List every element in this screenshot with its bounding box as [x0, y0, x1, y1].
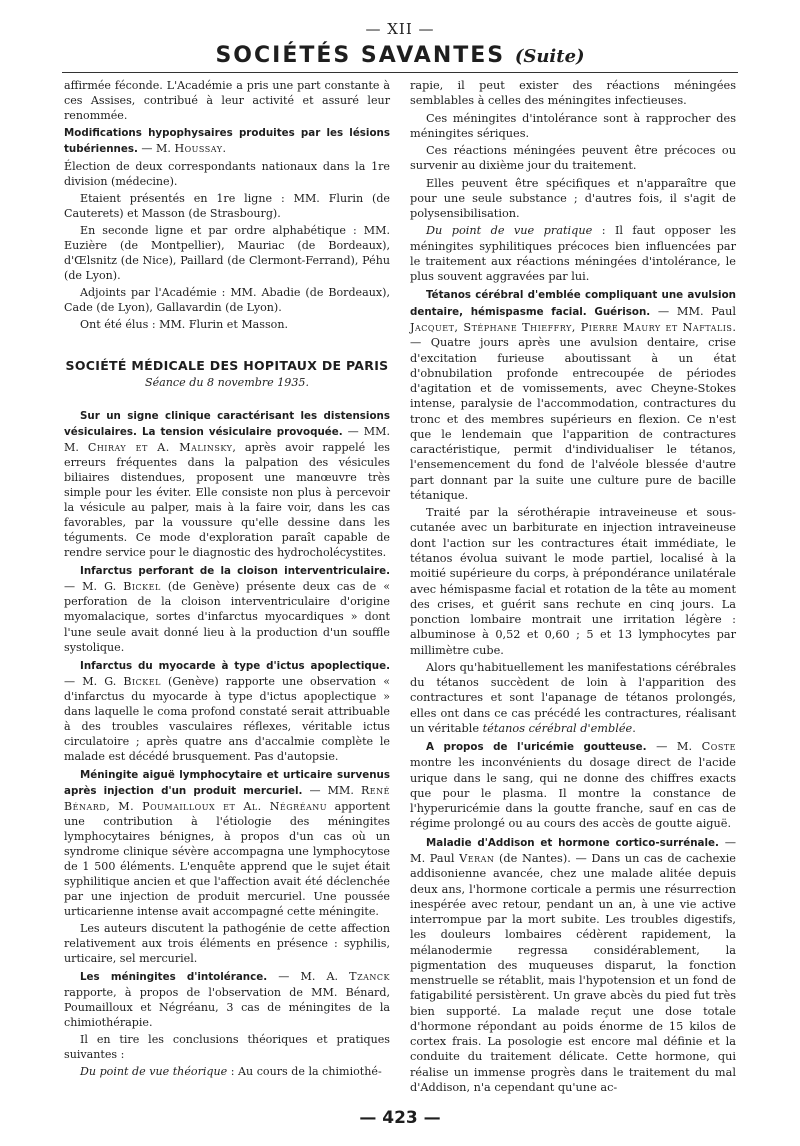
article-title: Infarctus du myocarde à type d'ictus apoplectique. [80, 659, 390, 672]
article-dash: — MM. M. [64, 425, 390, 455]
article-modifications-hypophysaires [64, 125, 390, 157]
paragraph-text: : Au cours de la chimiothé- [227, 1064, 382, 1078]
article-dash: — MM. [302, 783, 361, 797]
article-author: Tzanck [349, 969, 391, 983]
article-addison [410, 835, 736, 1096]
paragraph: rapie, il peut exister des réactions méningées semblables à celles des méningites infectieuses. [410, 79, 736, 108]
article-meningites-intolerance [64, 969, 390, 1030]
article-tetanos-cerebral [410, 287, 736, 503]
paragraph [410, 660, 736, 736]
article-text: (de Genève) présente deux cas de « perforation de la cloison interventriculaire d'origine myomalacique, sortes d'infarctus myocardiques » dont l'une seule avait donné lieu à la production d'un souffle systolique. [64, 580, 390, 654]
page-number: — 423 — [359, 1108, 441, 1128]
article-text: . — Quatre jours après une avulsion dentaire, crise d'excitation furieuse aboutissant à un état d'obnubilation profonde entrecoupée de périodes d'agitation et de vomissements, avec Cheyne-Stokes intense, paralysie de l'accommodation, contractures du tronc et des membres supérieurs en flexion. Ce n'est que le lendemain que l'apparition de contractures caractéristique, permit d'individualiser le tétanos, l'ensemencement du fond de l'alvéole blessée d'autre part donnant par la suite une culture pure de bacille tétanique. [410, 320, 736, 502]
italic-lead: Du point de vue pratique [426, 224, 593, 238]
page-title-suite: (Suite) [514, 46, 585, 67]
paragraph: Élection de deux correspondants nationaux dans la 1re division (médecine). [64, 160, 390, 189]
paragraph-text: Alors qu'habituellement les manifestations cérébrales du tétanos succèdent de loin à l'apparition des contractures et sont l'apanage de tétanos prolongés, elles ont dans ce cas précédé les contractures, réalisant un véritable [410, 660, 736, 735]
section-title: SOCIÉTÉ MÉDICALE DES HOPITAUX DE PARIS [65, 358, 389, 374]
paragraph: affirmée féconde. L'Académie a pris une part constante à ces Assises, contribué à leur activité et assuré leur renommée. [64, 79, 390, 123]
article-author: Coste [701, 740, 736, 754]
article-text: rapporte, à propos de l'observation de MM. Bénard, Poumailloux et Négréanu, 3 cas de méningites de la chimiothérapie. [64, 985, 390, 1029]
article-dash: — M. G. [64, 580, 124, 594]
article-dash: — M. A. [267, 969, 350, 983]
article-title: Modifications hypophysaires produites par les lésions tubériennes. [64, 127, 390, 156]
roman-page-number: — XII — [365, 20, 435, 38]
article-text: apportent une contribution à l'étiologie des méningites lymphocytaires bénignes, à propos d'un cas où un syndrome clinique sévère accompagna une lymphocytose de 1 500 éléments. L'enquête apprend que le sujet était syphilitique ancien et que l'affection avait été déclenchée par une injection de produit mercuriel. Une poussée urticarienne intense avait accompagné cette méningite. [64, 799, 391, 918]
article-infarctus-ictus [64, 658, 390, 764]
paragraph: Les auteurs discutent la pathogénie de cette affection relativement aux trois éléments en présence : syphilis, urticaire, sel mercuriel. [64, 921, 390, 965]
article-signe-clinique [64, 408, 390, 560]
article-authors: Jacquet, Stéphane Thieffry, Pierre Maury et Naftalis [410, 320, 733, 334]
paragraph: Ces réactions méningées peuvent être précoces ou survenir au dixième jour du traitement. [410, 144, 736, 173]
article-author: Bickel [123, 580, 161, 594]
article-text: (Genève) rapporte une observation « d'infarctus du myocarde à type d'ictus apoplectique » dans laquelle le coma profond constaté serait attribuable à des troubles vasculaires réflexes, véritable ictus circulatoire ; après quatre ans d'accalmie complète le malade est décédé brusquement. Pas d'autopsie. [64, 674, 390, 763]
article-infarctus-perforant [64, 563, 390, 654]
article-dash: — MM. Paul [650, 304, 736, 318]
right-column [410, 78, 736, 1097]
article-title: A propos de l'uricémie goutteuse. [426, 741, 647, 754]
paragraph [64, 1064, 390, 1079]
paragraph: Adjoints par l'Académie : MM. Abadie (de Bordeaux), Cade (de Lyon), Gallavardin (de Lyon). [64, 286, 390, 315]
paragraph: Ont été élus : MM. Flurin et Masson. [80, 318, 289, 332]
article-authors: René Bénard, M. Poumailloux et Al. Négréanu [64, 783, 390, 813]
paragraph: Traité par la sérothérapie intraveineuse et sous-cutanée avec un barbiturate en injection intraveineuse dont l'action sur les contractures était immédiate, le tétanos évolua suivant le mode partiel, localisé à la moitié supérieure du corps, à prépondérance unilatérale avec hémispasme facial et rotation de la tête au moment des crises, et guérit sans rechute en cinq jours. La ponction lombaire montrait une irritation légère : albuminose à 0,52 et 0,60 ; 5 et 13 lymphocytes par millimètre cube. [410, 506, 736, 657]
page-title [0, 43, 800, 68]
article-author: Houssay [174, 142, 223, 156]
paragraph: Ces méningites d'intolérance sont à rapprocher des méningites sériques. [410, 111, 736, 140]
article-author: Bickel [123, 674, 161, 688]
article-end: . [222, 142, 227, 156]
article-text: , après avoir rappelé les erreurs fréquentes dans la palpation des vésicules biliaires distendues, proposent une manœuvre très simple pour les éviter. Elle consiste non plus à percevoir la vésicule au palper, mais à la faire voir, dans les cas favorables, par la voussure qu'elle dessine dans les téguments. Ce mode d'exploration paraît capable de rendre service pour le diagnostic des hydrocholécystites. [64, 441, 390, 560]
paragraph-text: : Il faut opposer les méningites syphilitiques précoces bien influencées par le traitement aux réactions méningées d'intolérance, le plus souvent aggravées par lui. [410, 224, 736, 284]
article-title: Sur un signe clinique caractérisant les distensions vésiculaires. La tension vésiculaire provoquée. [64, 410, 390, 439]
header-rule [62, 72, 738, 73]
article-dash: — M. [646, 740, 702, 754]
article-title: Maladie d'Addison et hormone cortico-surrénale. [426, 836, 719, 849]
paragraph: Il en tire les conclusions théoriques et pratiques suivantes : [64, 1032, 390, 1061]
page-title-main: SOCIÉTÉS SAVANTES [215, 43, 506, 68]
article-title: Tétanos cérébral d'emblée compliquant une avulsion dentaire, hémispasme facial. Guérison. [410, 289, 736, 318]
paragraph-end: . [632, 721, 636, 735]
article-title: Infarctus perforant de la cloison interventriculaire. [80, 565, 390, 578]
article-dash: — M. [137, 142, 175, 156]
article-dash: — M. Paul [410, 835, 736, 866]
article-dash: — M. G. [64, 674, 124, 688]
left-column [64, 78, 390, 1081]
paragraph: En seconde ligne et par ordre alphabétique : MM. Euzière (de Montpellier), Mauriac (de Bordeaux), d'Œlsnitz (de Nice), Paillard (de Clermont-Ferrand), Péhu (de Lyon). [64, 224, 390, 283]
article-title: Les méningites d'intolérance. [80, 970, 268, 983]
paragraph [410, 223, 736, 284]
italic-lead: Du point de vue théorique [80, 1064, 228, 1078]
article-text: (de Nantes). — Dans un cas de cachexie addisonienne avancée, chez une malade alitée depuis deux ans, l'hormone corticale a permis une résurrection inespérée avec retour, pendant un an, à une vie active interrompue par la mort subite. Les troubles digestifs, les douleurs lombaires cédèrent rapidement, la mélanodermie regressa considérablement, la pigmentation des muqueuses disparut, la fonction menstruelle se rétablit, mais l'hypotension et un fond de fatigabilité persistèrent. Un grave abcès du pied fut très bien supporté. La malade reçut une dose totale d'hormone répondant au poids énorme de 15 kilos de cortex frais. La posologie est encore mal définie et la conduite du traitement délicate. Cette hormone, qui réalise un immense progrès dans le traitement du mal d'Addison, n'a cependant qu'une ac- [410, 852, 736, 1094]
italic-phrase: tétanos cérébral d'emblée [482, 721, 633, 735]
article-title: Méningite aiguë lymphocytaire et urticaire survenus après injection d'un produit mercuriel. [64, 768, 390, 797]
article-author: Veran [459, 852, 495, 866]
session-date: Séance du 8 novembre 1935. [144, 376, 310, 390]
article-authors: Chiray et A. Malinsky [87, 441, 233, 455]
paragraph: Etaient présentés en 1re ligne : MM. Flurin (de Cauterets) et Masson (de Strasbourg). [64, 192, 390, 221]
article-uricemie [410, 739, 736, 832]
article-text: montre les inconvénients du dosage direct de l'acide urique dans le sang, qui ne donne des chiffres exacts que pour le plasma. Il montre la constance de l'hyperuricémie dans la goutte franche, sauf en cas de régime prolongé ou au cours des accès de goutte aiguë. [410, 756, 736, 831]
paragraph: Elles peuvent être spécifiques et n'apparaître que pour une seule substance ; d'autres fois, il s'agit de polysensibilisation. [410, 176, 736, 221]
article-meningite-aigue [64, 767, 390, 919]
